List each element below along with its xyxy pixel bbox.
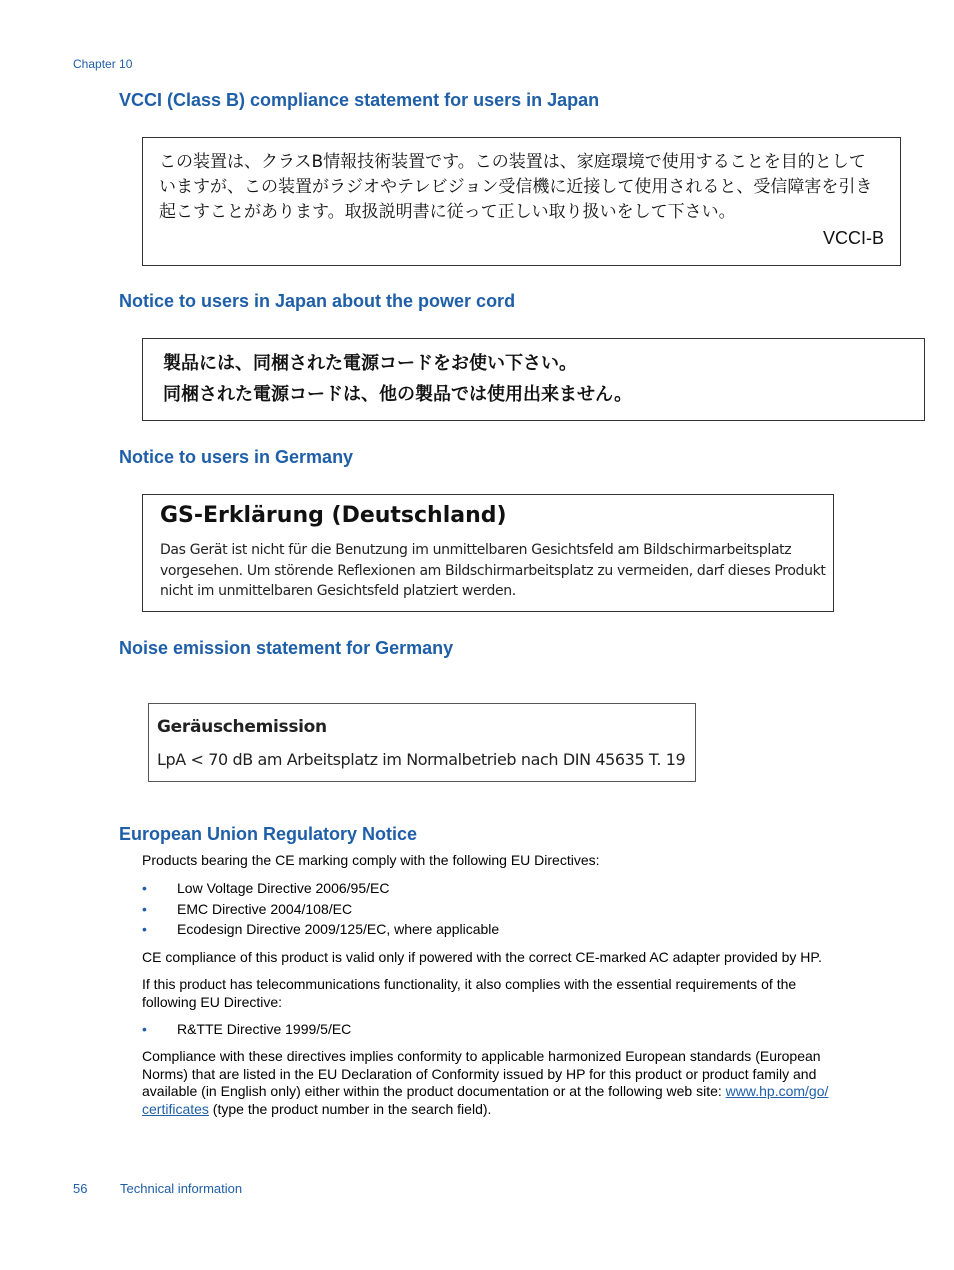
bullet-icon: • [142, 921, 147, 937]
eu-telecom-directive-item [142, 1021, 352, 1037]
eu-directive-text: Ecodesign Directive 2009/125/EC, where applicable [177, 921, 500, 937]
eu-directive-item [142, 921, 500, 937]
bullet-icon: • [142, 1021, 147, 1037]
vcci-line-3: 起こすことがあります。取扱説明書に従って正しい取り扱いをして下さい。 [159, 202, 736, 222]
vcci-box [142, 137, 901, 266]
gs-box [142, 494, 834, 612]
eu-heading: European Union Regulatory Notice [119, 824, 418, 844]
vcci-heading: VCCI (Class B) compliance statement for users in Japan [119, 90, 600, 110]
page-number: 56 [73, 1181, 88, 1196]
gs-box-title: GS-Erklärung (Deutschland) [160, 503, 507, 528]
eu-compliance-tail: (type the product number in the search field). [208, 1100, 492, 1117]
power-cord-line-1: 製品には、同梱された電源コードをお使い下さい。 [163, 353, 577, 374]
power-cord-box [142, 338, 925, 421]
power-cord-heading: Notice to users in Japan about the power cord [119, 291, 516, 311]
gs-line-1: Das Gerät ist nicht für die Benutzung im unmittelbaren Gesichtsfeld am Bildschirmarbeitsplatz [160, 542, 792, 558]
noise-box-text: LpA < 70 dB am Arbeitsplatz im Normalbetrieb nach DIN 45635 T. 19 [157, 750, 686, 769]
germany-heading: Notice to users in Germany [119, 447, 354, 467]
eu-ce-note: CE compliance of this product is valid only if powered with the correct CE-marked AC adapter provided by HP. [142, 949, 822, 965]
eu-directive-item [142, 901, 353, 917]
gs-line-2: vorgesehen. Um störende Reflexionen am Bildschirmarbeitsplatz zu vermeiden, darf dieses Produkt [160, 562, 826, 579]
gs-box-text [160, 540, 826, 602]
eu-telecom-note: If this product has telecommunications functionality, it also complies with the essential requirements of the following EU Directive: [142, 976, 797, 1010]
bullet-icon: • [142, 901, 147, 917]
power-cord-line-2: 同梱された電源コードは、他の製品では使用出来ません。 [163, 384, 633, 405]
noise-heading: Noise emission statement for Germany [119, 638, 454, 658]
bullet-icon: • [142, 880, 147, 896]
certificates-link[interactable]: www.hp.com/go/ certificates [142, 1083, 829, 1117]
gs-line-3: nicht im unmittelbaren Gesichtsfeld platziert werden. [160, 583, 516, 599]
noise-box [148, 703, 696, 782]
eu-telecom-directive-text: R&TTE Directive 1999/5/EC [177, 1021, 352, 1037]
footer-section-title: Technical information [120, 1181, 243, 1196]
vcci-line-2: いますが、この装置がラジオやテレビジョン受信機に近接して使用されると、受信障害を引き [159, 177, 873, 197]
eu-directive-text: Low Voltage Directive 2006/95/EC [177, 880, 390, 896]
vcci-mark: VCCI-B [822, 228, 884, 248]
chapter-label: Chapter 10 [73, 57, 133, 71]
eu-compliance-paragraph [142, 1048, 854, 1118]
eu-directive-item [142, 880, 390, 896]
vcci-line-1: この装置は、クラスB情報技術装置です。この装置は、家庭環境で使用することを目的として [159, 152, 866, 172]
eu-directive-text: EMC Directive 2004/108/EC [177, 901, 353, 917]
eu-compliance-text: Compliance with these directives implies conformity to applicable harmonized European standards (European Norms) that are listed in the EU Declaration of Conformity issued by HP for this product or product family and available (in English only) either within the product documentation or at the following web site: [142, 1048, 821, 1099]
power-cord-text [163, 348, 632, 410]
noise-box-title: Geräuschemission [157, 717, 327, 737]
vcci-japanese-text [159, 150, 872, 225]
eu-intro: Products bearing the CE marking comply with the following EU Directives: [142, 852, 600, 868]
